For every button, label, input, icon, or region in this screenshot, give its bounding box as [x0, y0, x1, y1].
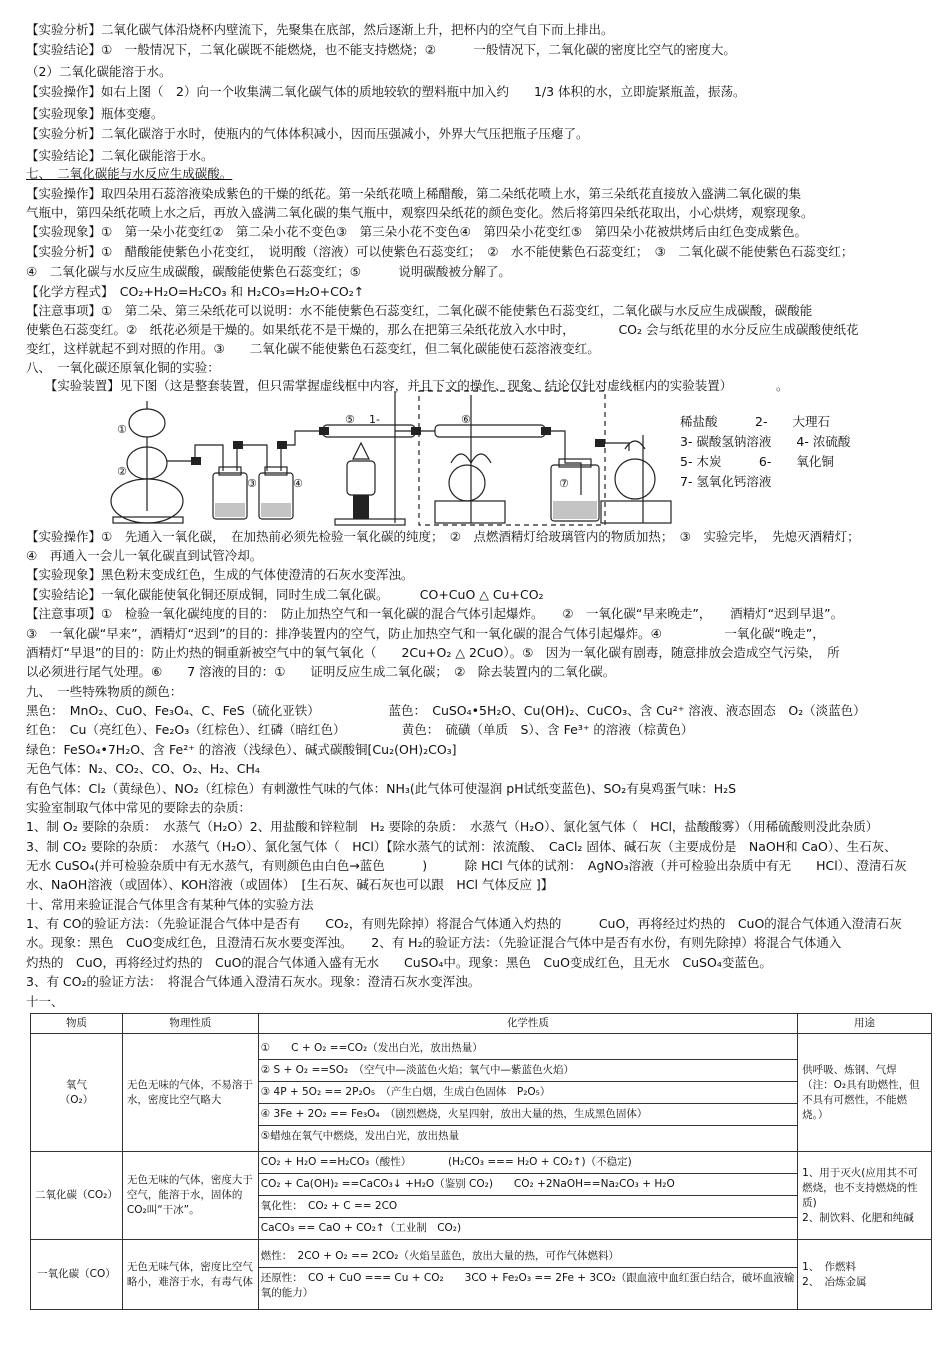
legend-line: 3- 碳酸氢钠溶液 4- 浓硫酸	[680, 434, 851, 449]
reaction-line: ② S + O₂ ==SO₂ （空气中—淡蓝色火焰；氧气中—紫蓝色火焰）	[259, 1060, 797, 1082]
table-row	[31, 1152, 932, 1240]
text-line: ④ 再通入一会儿一氧化碳直到试管冷却。	[26, 548, 263, 563]
text-line: 实验室制取气体中常见的要除去的杂质：	[26, 800, 252, 815]
text-line: 绿色：FeSO₄•7H₂O、含 Fe²⁺ 的溶液（浅绿色）、碱式碳酸铜[Cu₂(OH)₂CO₃]	[26, 742, 457, 757]
chemical-cell	[258, 1152, 797, 1240]
text-line: ③ 一氧化碳“早来”，酒精灯“迟到”的目的：排净装置内的空气，防止加热空气和一氧化碳的混合气体引起爆炸。④ 一氧化碳“晚走”，	[26, 626, 825, 641]
section-heading: 八、 一氧化碳还原氧化铜的实验：	[26, 360, 220, 375]
section-heading: 七、 二氧化碳能与水反应生成碳酸。	[26, 166, 233, 181]
properties-table	[30, 1013, 932, 1310]
physical-cell: 无色无味气体，密度比空气略小，难溶于水，有毒气体	[122, 1240, 258, 1310]
text-line: 3、制 CO₂ 要除的杂质： 水蒸气（H₂O）、氯化氢气体（ HCl）【除水蒸气的试剂：浓流酸、 CaCl₂ 固体、碱石灰（主要成份是 NaOH和 CaO）、生石灰、	[26, 839, 897, 854]
reaction-line: CO₂ + Ca(OH)₂ ==CaCO₃↓ +H₂O（鉴别 CO₂) CO₂ +2NaOH==Na₂CO₃ + H₂O	[259, 1174, 797, 1196]
text-line: 【实验现象】黑色粉末变成红色，生成的气体使澄清的石灰水变浑浊。	[26, 567, 414, 582]
text-line: 【实验装置】见下图（这是整套装置，但只需掌握虚线框中内容，并且下文的操作、现象、结论仅针对虚线框内的实验装置） 。	[26, 378, 789, 393]
chemical-cell	[258, 1034, 797, 1152]
table-header-row	[31, 1014, 932, 1034]
diagram-label: ④	[293, 477, 303, 490]
text-line: 3、有 CO₂的验证方法： 将混合气体通入澄清石灰水。现象：澄清石灰水变浑浊。	[26, 974, 481, 989]
text-line: 【实验操作】① 先通入一氧化碳， 在加热前必须先检验一氧化碳的纯度； ② 点燃酒精灯给玻璃管内的物质加热； ③ 实验完毕， 先熄灭酒精灯；	[26, 529, 860, 544]
diagram-label: 1-	[369, 413, 380, 426]
header-cell: 物质	[31, 1014, 123, 1034]
table-row	[31, 1034, 932, 1152]
text-line: 水。现象：黑色 CuO变成红色，且澄清石灰水要变浑浊。 2、有 H₂的验证方法：（先验证混合气体中是否有水份，有则先除掉）将混合气体通入	[26, 935, 842, 950]
reaction-line: ⑤蜡烛在氧气中燃烧，发出白光，放出热量	[260, 1130, 460, 1142]
text-line: 【实验操作】取四朵用石蕊溶液染成紫色的干燥的纸花。第一朵纸花喷上稀醋酸，第二朵纸花喷上水，第三朵纸花直接放入盛满二氧化碳的集	[26, 186, 802, 201]
text-line: 【实验结论】一氧化碳能使氧化铜还原成铜，同时生成二氧化碳。 CO+CuO △ Cu+CO₂	[26, 587, 544, 602]
text-line: 【实验分析】二氧化碳溶于水时，使瓶内的气体体积减小，因而压强减小，外界大气压把瓶子压瘪了。	[26, 126, 589, 141]
substance-cell: 氧气 （O₂）	[31, 1034, 123, 1152]
text-line: 【实验现象】瓶体变瘪。	[26, 106, 164, 121]
text-line: 【实验结论】① 一般情况下，二氧化碳既不能燃烧，也不能支持燃烧；② 一般情况下，二氧化碳的密度比空气的密度大。	[26, 42, 736, 57]
text-line: 【注意事项】① 检验一氧化碳纯度的目的： 防止加热空气和一氧化碳的混合气体引起爆炸。 ② 一氧化碳“早来晚走”， 酒精灯“迟到早退”。	[26, 606, 844, 621]
use-cell: 1、用于灭火(应用其不可燃烧，也不支持燃烧的性质) 2、制饮料、化肥和纯碱	[798, 1152, 932, 1240]
section-heading: 十一、	[26, 994, 64, 1009]
text-line: 有色气体：Cl₂（黄绿色）、NO₂（红棕色）有刺激性气味的气体：NH₃(此气体可使湿润 pH试纸变蓝色)、SO₂有臭鸡蛋气味：H₂S	[26, 781, 737, 796]
text-line: 【实验操作】如右上图（ 2）向一个收集满二氧化碳气体的质地较软的塑料瓶中加入约 1/3 体积的水，立即旋紧瓶盖，振荡。	[26, 84, 746, 99]
diagram-label: ③	[247, 477, 257, 490]
equation-line: 【化学方程式】 CO₂+H₂O=H₂CO₃ 和 H₂CO₃=H₂O+CO₂↑	[26, 284, 365, 299]
substance-cell: 一氧化碳（CO）	[31, 1240, 123, 1310]
text-line: 以必须进行尾气处理。⑥ 7 溶液的目的：① 证明反应生成二氧化碳； ② 除去装置内的二氧化碳。	[26, 664, 616, 679]
text-line: 水、NaOH溶液（或固体）、KOH溶液（或固体） [生石灰、碱石灰也可以跟 HCl 气体反应 ]】	[26, 877, 554, 892]
diagram-label: ②	[117, 465, 127, 478]
header-cell: 物理性质	[122, 1014, 258, 1034]
text-line: 黑色： MnO₂、CuO、Fe₃O₄、C、FeS（硫化亚铁） 蓝色： CuSO₄•5H₂O、Cu(OH)₂、CuCO₃、含 Cu²⁺ 溶液、液态固态 O₂（淡蓝色）	[26, 703, 866, 718]
reaction-line: ④ 3Fe + 2O₂ == Fe₃O₄ （剧烈燃烧，火星四射，放出大量的热，生成黑色固体）	[259, 1104, 797, 1126]
header-cell: 化学性质	[258, 1014, 797, 1034]
reaction-line: ① C + O₂ ==CO₂（发出白光，放出热量）	[259, 1038, 797, 1060]
use-cell: 供呼吸、炼钢、气焊 （注：O₂具有助燃性，但不具有可燃性，不能燃烧。）	[798, 1034, 932, 1152]
diagram-label: ①	[117, 423, 127, 436]
text-line: 无水 CuSO₄(并可检验杂质中有无水蒸气，有则颜色由白色→蓝色 ) 除 HCl 气体的试剂： AgNO₃溶液（并可检验出杂质中有无 HCl）、澄清石灰	[26, 858, 907, 873]
text-line: 红色： Cu（亮红色）、Fe₂O₃（红棕色）、红磷（暗红色） 黄色： 硫磺（单质 S）、含 Fe³⁺ 的溶液（棕黄色）	[26, 722, 694, 737]
diagram-label: ⑤	[345, 413, 355, 426]
legend-line: 5- 木炭 6- 氧化铜	[680, 454, 834, 469]
text-line: 1、制 O₂ 要除的杂质： 水蒸气（H₂O）2、用盐酸和锌粒制 H₂ 要除的杂质： 水蒸气（H₂O）、氯化氢气体（ HCl，盐酸酸雾）（用稀硫酸则没此杂质）	[26, 819, 879, 834]
header-cell: 用途	[798, 1014, 932, 1034]
text-line: 【实验结论】二氧化碳能溶于水。	[26, 148, 214, 163]
reaction-line: CO₂ + H₂O ==H₂CO₃（酸性） (H₂CO₃ === H₂O + CO₂↑)（不稳定)	[259, 1152, 797, 1174]
reaction-line: 氧化性： CO₂ + C == 2CO	[259, 1196, 797, 1218]
text-line: 【实验分析】二氧化碳气体沿烧杯内壁流下，先聚集在底部，然后逐渐上升，把杯内的空气自下而上排出。	[26, 22, 614, 37]
reaction-line: CaCO₃ == CaO + CO₂↑（工业制 CO₂)	[260, 1222, 462, 1234]
section-heading: 十、常用来验证混合气体里含有某种气体的实验方法	[26, 897, 314, 912]
reaction-line: 燃性： 2CO + O₂ == 2CO₂（火焰呈蓝色，放出大量的热，可作气体燃料）	[259, 1246, 797, 1268]
substance-cell: 二氧化碳（CO₂）	[31, 1152, 123, 1240]
legend-line: 稀盐酸 2- 大理石	[680, 414, 830, 429]
use-cell: 1、 作燃料 2、 冶炼金属	[798, 1240, 932, 1310]
diagram-label: ⑦	[559, 477, 569, 490]
diagram-label: ⑥	[461, 413, 471, 426]
text-line: 使紫色石蕊变红。② 纸花必须是干燥的。如果纸花不是干燥的，那么在把第三朵纸花放入水中时， CO₂ 会与纸花里的水分反应生成碳酸使纸花	[26, 322, 859, 337]
text-line: 【实验分析】① 醋酸能使紫色小花变红， 说明酸（溶液）可以使紫色石蕊变红； ② 水不能使紫色石蕊变红； ③ 二氧化碳不能使紫色石蕊变红；	[26, 244, 854, 259]
physical-cell: 无色无味的气体，不易溶于水，密度比空气略大	[122, 1034, 258, 1152]
text-line: 1、有 CO的验证方法：（先验证混合气体中是否有 CO₂，有则先除掉）将混合气体通入灼热的 CuO，再将经过灼热的 CuO的混合气体通入澄清石灰	[26, 916, 902, 931]
legend-line: 7- 氢氧化钙溶液	[680, 474, 772, 489]
section-heading: 九、 一些特殊物质的颜色：	[26, 684, 183, 699]
text-line: 气瓶中，第四朵纸花喷上水之后，再放入盛满二氧化碳的集气瓶中，观察四朵纸花的颜色变化。然后将第四朵纸花取出，小心烘烤，观察现象。	[26, 205, 814, 220]
text-line: （2）二氧化碳能溶于水。	[26, 64, 172, 79]
text-line: 【注意事项】① 第二朵、第三朵纸花可以说明：水不能使紫色石蕊变红，二氧化碳不能使紫色石蕊变红，二氧化碳与水反应生成碳酸，碳酸能	[26, 303, 813, 318]
diagram-legend	[680, 412, 850, 492]
text-line: ④ 二氧化碳与水反应生成碳酸，碳酸能使紫色石蕊变红；⑤ 说明碳酸被分解了。	[26, 264, 511, 279]
text-line: 变红，这样就起不到对照的作用。③ 二氧化碳不能使紫色石蕊变红，但二氧化碳能使石蕊溶液变红。	[26, 341, 600, 356]
reaction-line: 还原性： CO + CuO === Cu + CO₂ 3CO + Fe₂O₃ == 2Fe + 3CO₂（跟血液中血红蛋白结合，破坏血液输氧的能力）	[260, 1271, 795, 1299]
table-row	[31, 1240, 932, 1310]
text-line: 酒精灯“早退”的目的：防止灼热的铜重新被空气中的氧气氧化（ 2Cu+O₂ △ 2CuO）。⑤ 因为一氧化碳有剧毒，随意排放会造成空气污染， 所	[26, 645, 840, 660]
text-line: 【实验现象】① 第一朵小花变红② 第二朵小花不变色③ 第三朵小花不变色④ 第四朵小花变红⑤ 第四朵小花被烘烤后由红色变成紫色。	[26, 224, 808, 239]
chemical-cell	[258, 1240, 797, 1310]
reaction-line: ③ 4P + 5O₂ == 2P₂O₅ （产生白烟，生成白色固体 P₂O₅）	[259, 1082, 797, 1104]
text-line: 无色气体：N₂、CO₂、CO、O₂、H₂、CH₄	[26, 761, 260, 776]
physical-cell: 无色无味的气体，密度大于空气，能溶于水，固体的 CO₂叫“干冰”。	[122, 1152, 258, 1240]
text-line: 灼热的 CuO，再将经过灼热的 CuO的混合气体通入盛有无水 CuSO₄中。现象：黑色 CuO变成红色，且无水 CuSO₄变蓝色。	[26, 955, 772, 970]
